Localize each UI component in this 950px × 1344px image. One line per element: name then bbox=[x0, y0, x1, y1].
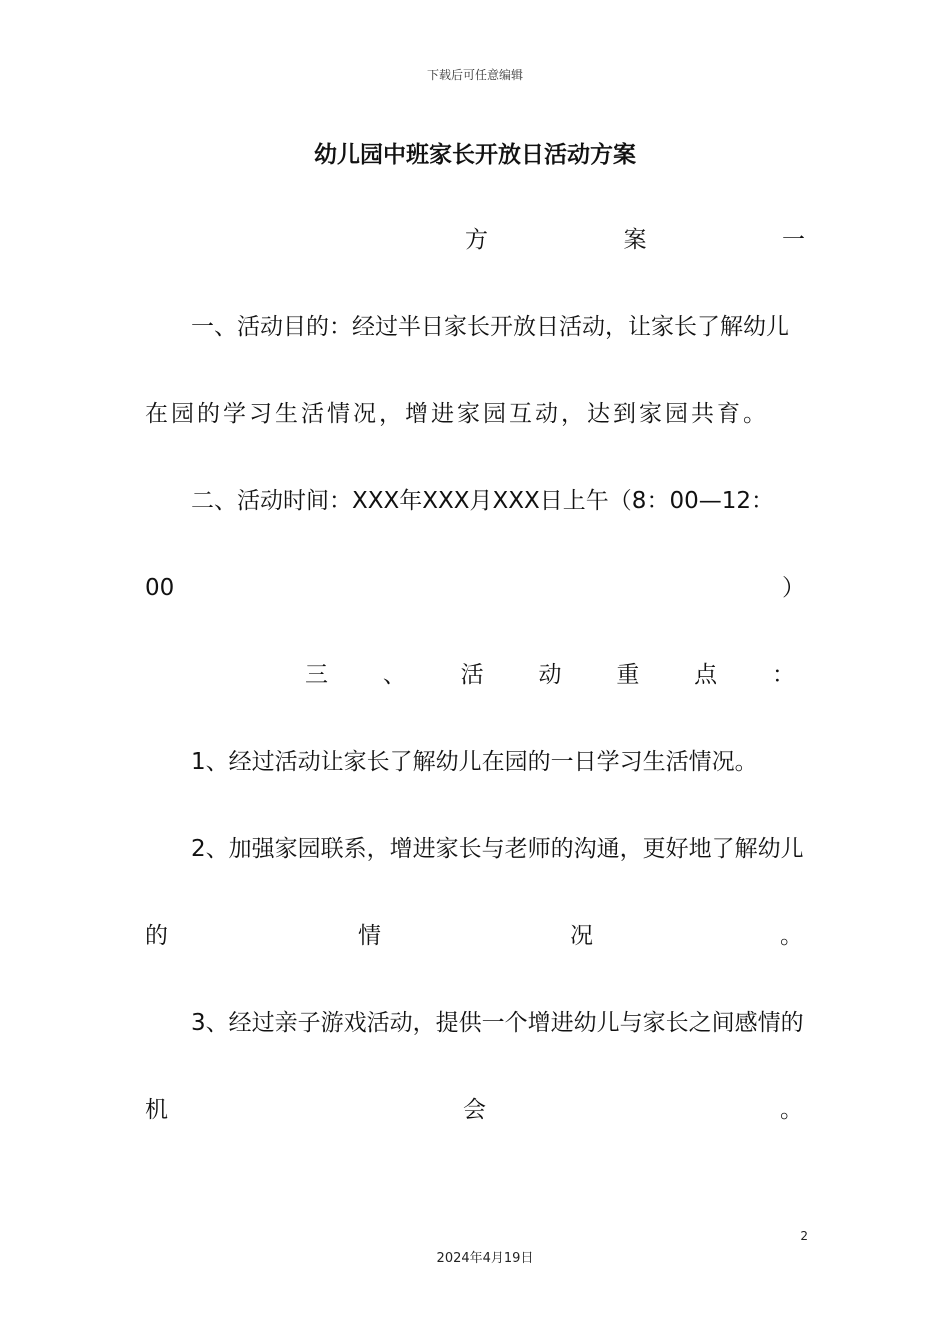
point1-line: 1、经过活动让家长了解幼儿在园的一日学习生活情况。 bbox=[191, 749, 758, 775]
page-number: 2 bbox=[800, 1229, 808, 1243]
section3-char: 重 bbox=[616, 662, 640, 688]
section2-line2-end: ） bbox=[782, 575, 805, 601]
section3-char: ： bbox=[771, 662, 795, 688]
section2-line2 bbox=[145, 568, 805, 608]
plan-heading-char: 案 bbox=[623, 227, 647, 253]
section3-heading bbox=[305, 655, 795, 695]
point3-char: 。 bbox=[780, 1097, 803, 1123]
point2-char: 况 bbox=[570, 923, 593, 949]
plan-heading-char: 一 bbox=[782, 227, 805, 253]
point2-char: 。 bbox=[780, 923, 803, 949]
section3-char: 点 bbox=[694, 662, 718, 688]
section2-line2-start: 00 bbox=[145, 575, 175, 601]
section3-char: 动 bbox=[538, 662, 562, 688]
plan-heading-char: 方 bbox=[465, 227, 488, 253]
point3-char: 机 bbox=[145, 1097, 168, 1123]
section1-line1: 一、活动目的：经过半日家长开放日活动，让家长了解幼儿 bbox=[191, 314, 789, 340]
point2-char: 的 bbox=[145, 923, 168, 949]
point2-line1: 2、加强家园联系，增进家长与老师的沟通，更好地了解幼儿 bbox=[191, 836, 804, 862]
point2-line2 bbox=[145, 916, 805, 956]
section3-char: 三 bbox=[305, 662, 328, 688]
point3-line2 bbox=[145, 1090, 805, 1130]
section2-line1: 二、活动时间：XXX年XXX月XXX日上午（8：00—12： bbox=[191, 488, 774, 514]
section3-char: 活 bbox=[460, 662, 484, 688]
point3-char: 会 bbox=[463, 1097, 486, 1123]
header-note: 下载后可任意编辑 bbox=[426, 68, 523, 82]
plan-heading bbox=[145, 220, 805, 260]
footer-date: 2024年4月19日 bbox=[436, 1251, 534, 1266]
document-title: 幼儿园中班家长开放日活动方案 bbox=[314, 142, 636, 168]
section3-char: 、 bbox=[382, 662, 406, 688]
section1-line2: 在园的学习生活情况，增进家园互动，达到家园共育。 bbox=[145, 401, 769, 427]
point2-char: 情 bbox=[358, 923, 381, 949]
point3-line1: 3、经过亲子游戏活动，提供一个增进幼儿与家长之间感情的 bbox=[191, 1010, 804, 1036]
